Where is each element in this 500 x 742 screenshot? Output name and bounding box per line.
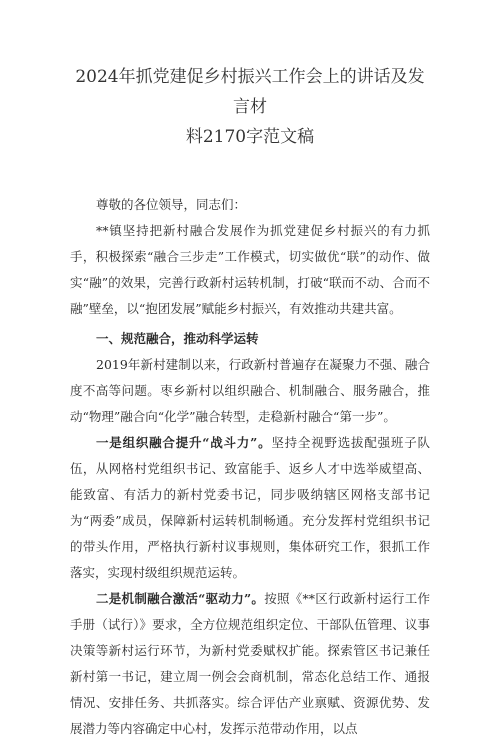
point-2-paragraph — [70, 586, 430, 742]
section-1-paragraph: 2019年新村建制以来，行政新村普遍存在凝聚力不强、融合度不高等问题。枣乡新村以组织融合、机制融合、服务融合，推动“物理”融合向“化学”融合转型，走稳新村融合“第一步”。 — [70, 357, 430, 424]
title-line-1: 2024年抓党建促乡村振兴工作会上的讲话及发言材 — [75, 67, 425, 117]
title-line-2: 料2170字范文稿 — [185, 127, 315, 147]
section-1-heading: 一、规范融合，推动科学运转 — [96, 331, 259, 346]
point-1-lead: 一是组织融合提升“战斗力”。 — [96, 435, 272, 450]
point-2-lead: 二是机制融合激活“驱动力”。 — [96, 591, 265, 606]
greeting: 尊敬的各位领导，同志们： — [96, 197, 247, 212]
intro-paragraph: **镇坚持把新村融合发展作为抓党建促乡村振兴的有力抓手，积极探索“融合三步走”工作模式，切实做优“联”的动作、做实“融”的效果，完善行政新村运转机制，打破“联而不动、合而不融”壁垒，以“抱团发展”赋能乡村振兴，有效推动共建共富。 — [70, 223, 430, 316]
point-1-text: 坚持全视野选拔配强班子队伍，从网格村党组织书记、致富能手、返乡人才中选举威望高、能致富、有活力的新村党委书记，同步吸纳辖区网格支部书记为“两委”成员，保障新村运转机制畅通。充分发挥村党组织书记的带头作用，严格执行新村议事规则，集体研究工作，狠抓工作落实，实现村级组织规范运转。 — [70, 435, 430, 580]
point-2-text: 按照《**区行政新村运行工作手册（试行）》要求，全方位规范组织定位、干部队伍管理、议事决策等新村运行环节，为新村党委赋权扩能。探索管区书记兼任新村第一书记，建立周一例会会商机制，常态化总结工作、通报情况、安排任务、共抓落实。综合评估产业禀赋、资源优势、发展潜力等内容确定中心村，发挥示范带动作用，以点 — [70, 591, 430, 736]
document-title — [70, 0, 430, 152]
point-1-paragraph — [70, 430, 430, 586]
